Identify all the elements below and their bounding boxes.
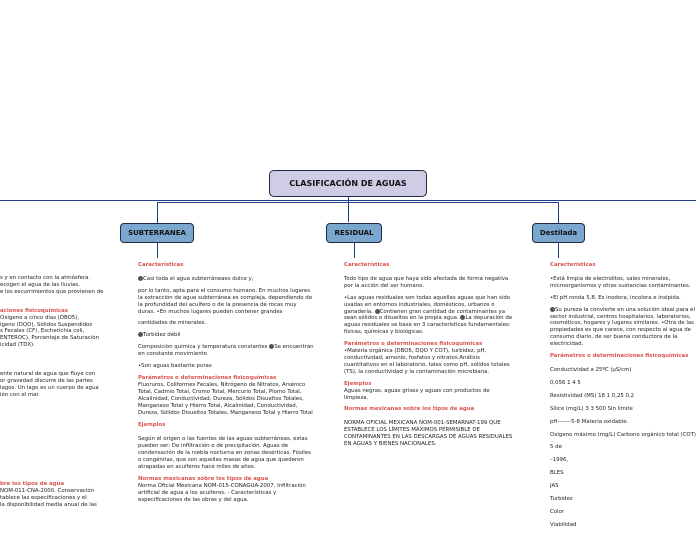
left-notes (0, 275, 110, 508)
text-block: Resistividad (MS) 18 1 0,25 0,2 (550, 392, 635, 399)
residual-notes (344, 262, 514, 453)
text-span: Turbidez débil (143, 332, 181, 339)
text-span: Su pureza la convierte en una solución ideal para el sector industrial, centros hospitalarios, laboratorios, cosméticos, hogares y lugares similares. •Otra de las propiedades es que carece, con respecto al agua de consumo diario, de ser buena conductora de la electricidad. (550, 306, 695, 348)
connector-subterranea (157, 202, 158, 223)
text-line: ecogen el agua de las lluvias, (0, 281, 80, 288)
text-block (344, 295, 514, 336)
text-block: BLES (550, 470, 564, 477)
text-span: La depuración de aguas residuales se basa en 3 características fundamentales: físicas, químicas y biológicas. (344, 315, 513, 336)
text-block: •Materia orgánica (DBO5, DQO Y COT), turbidez, pH, conductividad, amonio, fosfatos y nitratos.Análisis cuantitativos en el laboratorio, tales como pH, sólidos totales (TS), la conductividad y la contaminación microbiana. (344, 348, 510, 375)
text-block: Aguas negras, aguas grises y aguas con productos de limpieza. (344, 387, 490, 401)
text-span: Se encuentran en constante movimiento (138, 344, 314, 358)
text-block (138, 344, 314, 358)
subterranea-notes (138, 262, 314, 508)
text-block: 5 de (550, 444, 562, 451)
text-line: icidad (TDX). (0, 342, 35, 349)
text-block (138, 276, 314, 283)
text-line: la disponibilidad media anual de las (0, 501, 97, 508)
connector-root-stem (348, 197, 349, 222)
text-line: ENTEROC), Porcentaje de Saturación (0, 335, 99, 342)
section-heading: bre los tipos de agua (0, 480, 65, 487)
text-block: Sílice (mg/L) 3 3 500 Sin límite (550, 405, 633, 412)
text-block: pH-------5-8 Materia oxidable. (550, 418, 629, 425)
text-block: •Son aguas bastante puras (138, 363, 212, 370)
text-block: Según el origen o las fuentes de las aguas subterráneas, estas pueden ser: De infiltración o de precipitación. Aguas de condensación de la niebla nocturna en zonas desérticas. Fósiles o congénitas, que son aquellas masas de agua que quedaron atrapadas en acuíferos hace miles de años. (138, 436, 311, 470)
root-node[interactable]: CLASIFICACIÓN DE AGUAS (269, 170, 427, 197)
section-heading: Parámetros o determinaciones fisicoquímicas (550, 353, 689, 360)
text-block (138, 332, 314, 339)
section-heading: aciones fisicoquímicas (0, 307, 68, 314)
text-block: JAS (550, 483, 559, 490)
text-line: NOM-011-CNA-2000. Conservación (0, 487, 95, 494)
section-heading: Características (138, 262, 184, 268)
connector-destilada (558, 202, 559, 223)
text-block: –1996, (550, 457, 569, 464)
section-heading: Ejemplos (344, 380, 372, 387)
connector-res-text (354, 242, 355, 258)
text-block: Viabilidad (550, 521, 577, 528)
text-block: Fluoruros, Coliformes Fecales, Nitrógeno de Nitratos, Arsénico Total, Cadmio Total, Cromo Total, Mercurio Total, Plomo Total, Alcalinidad, Conductividad, Dureza, Sólidos Disueltos Totales, Manganeso Total y Hierro Total, Alcalinidad, Conductividad, Dureza, Sólidos Disueltos Totales, Manganeso Total y Hierro Total (138, 381, 313, 416)
text-block: Todo tipo de agua que haya sido afectada de forma negativa por la acción del ser humano. (344, 275, 509, 289)
section-heading: Normas mexicanas sobre los tipos de agua (344, 406, 475, 413)
text-block: por lo tanto, apta para el consumo humano. En muchos lugares la extracción de agua subterránea es compleja, dependiendo de la profundidad del acuífero o de la presencia de rocas muy duras. •En muchos lugares pueden contener grandes (138, 287, 313, 315)
text-block: NORMA OFICIAL MEXICANA NOM-001-SEMARNAT-199 QUE ESTABLECE LOS LÍMITES MÁXIMOS PERMISIBLE DE CONTAMINANTES EN LAS DESCARGAS DE AGUAS RESIDUALES EN AGUAS Y BIENES NACIONALES. (344, 420, 513, 448)
connector-branch-bar (157, 202, 559, 203)
text-block: 0,056 1 4 5 (550, 379, 581, 386)
section-heading: Parámetros o determinaciones fisicoquímicas (138, 374, 277, 381)
text-span: Composición química y temperatura constantes (138, 344, 268, 351)
branch-subterranea[interactable]: SUBTERRANEA (120, 223, 194, 243)
branch-destilada[interactable]: Destilada (532, 223, 585, 243)
destilada-notes (550, 262, 696, 534)
text-line: tablece las especificaciones y el (0, 494, 87, 501)
section-heading: Parámetros o determinaciones fisicoquímicas (344, 341, 483, 348)
text-block: Color (550, 508, 565, 515)
text-line: e los escurrimientos que provienen de (0, 288, 104, 295)
text-line: igeno (DQO), Sólidos Suspendidos (0, 321, 93, 328)
text-line: lagos. Un lago es un cuerpo de agua (0, 384, 99, 391)
text-span: •Las aguas residuales son todas aquellas aguas que han sido usadas en entornos industriales, domésticos, urbanos o ganadería. (344, 294, 511, 315)
text-block: Turbidez (550, 496, 573, 503)
section-heading: Normas mexicanas sobre los tipos de agua (138, 475, 269, 482)
section-heading: Características (550, 262, 596, 268)
text-line: Oxígeno a cinco días (DBO5), (0, 314, 80, 321)
branch-residual[interactable]: RESIDUAL (326, 223, 382, 243)
connector-dest-text (558, 242, 559, 258)
text-block: cantidades de minerales. (138, 320, 207, 327)
text-block: Conductividad a 25ºC (µS/cm) (550, 366, 632, 373)
section-heading: Ejemplos (138, 422, 166, 429)
text-span: Casi toda el agua subterráneaes dulce y, (143, 275, 254, 282)
text-line: ente natural de agua que fluye con (0, 371, 96, 378)
text-block (550, 307, 696, 348)
connector-sub-text (157, 242, 158, 258)
text-block: •El pH ronda 5,8. Es inodora, incolora e insípida. (550, 294, 681, 301)
text-line: s Fecales (CF), Escherichia coli, (0, 328, 85, 335)
text-block: Oxígeno máximo (mg/L) Carbono orgánico total (COT) (550, 431, 696, 438)
text-span: Contienen gran cantidad de contaminantes ya sean sólidos o disueltos en la propia agua. (344, 308, 506, 322)
section-heading: Características (344, 262, 390, 268)
text-line: ión con el mar. (0, 391, 40, 398)
text-block: Norma Oficial Mexicana NOM-015-CONAGUA-2007, Infiltración artificial de agua a los acuíferos. - Características y especificaciones de las obras y del agua. (138, 482, 306, 503)
text-block: •Está limpia de electrolitos, sales minerales, microorganismos y otras sustancias contaminantes. (550, 275, 691, 289)
text-line: s y en contacto con la atmósfera. (0, 275, 91, 281)
text-line: or gravedad discurre de las partes (0, 378, 93, 385)
